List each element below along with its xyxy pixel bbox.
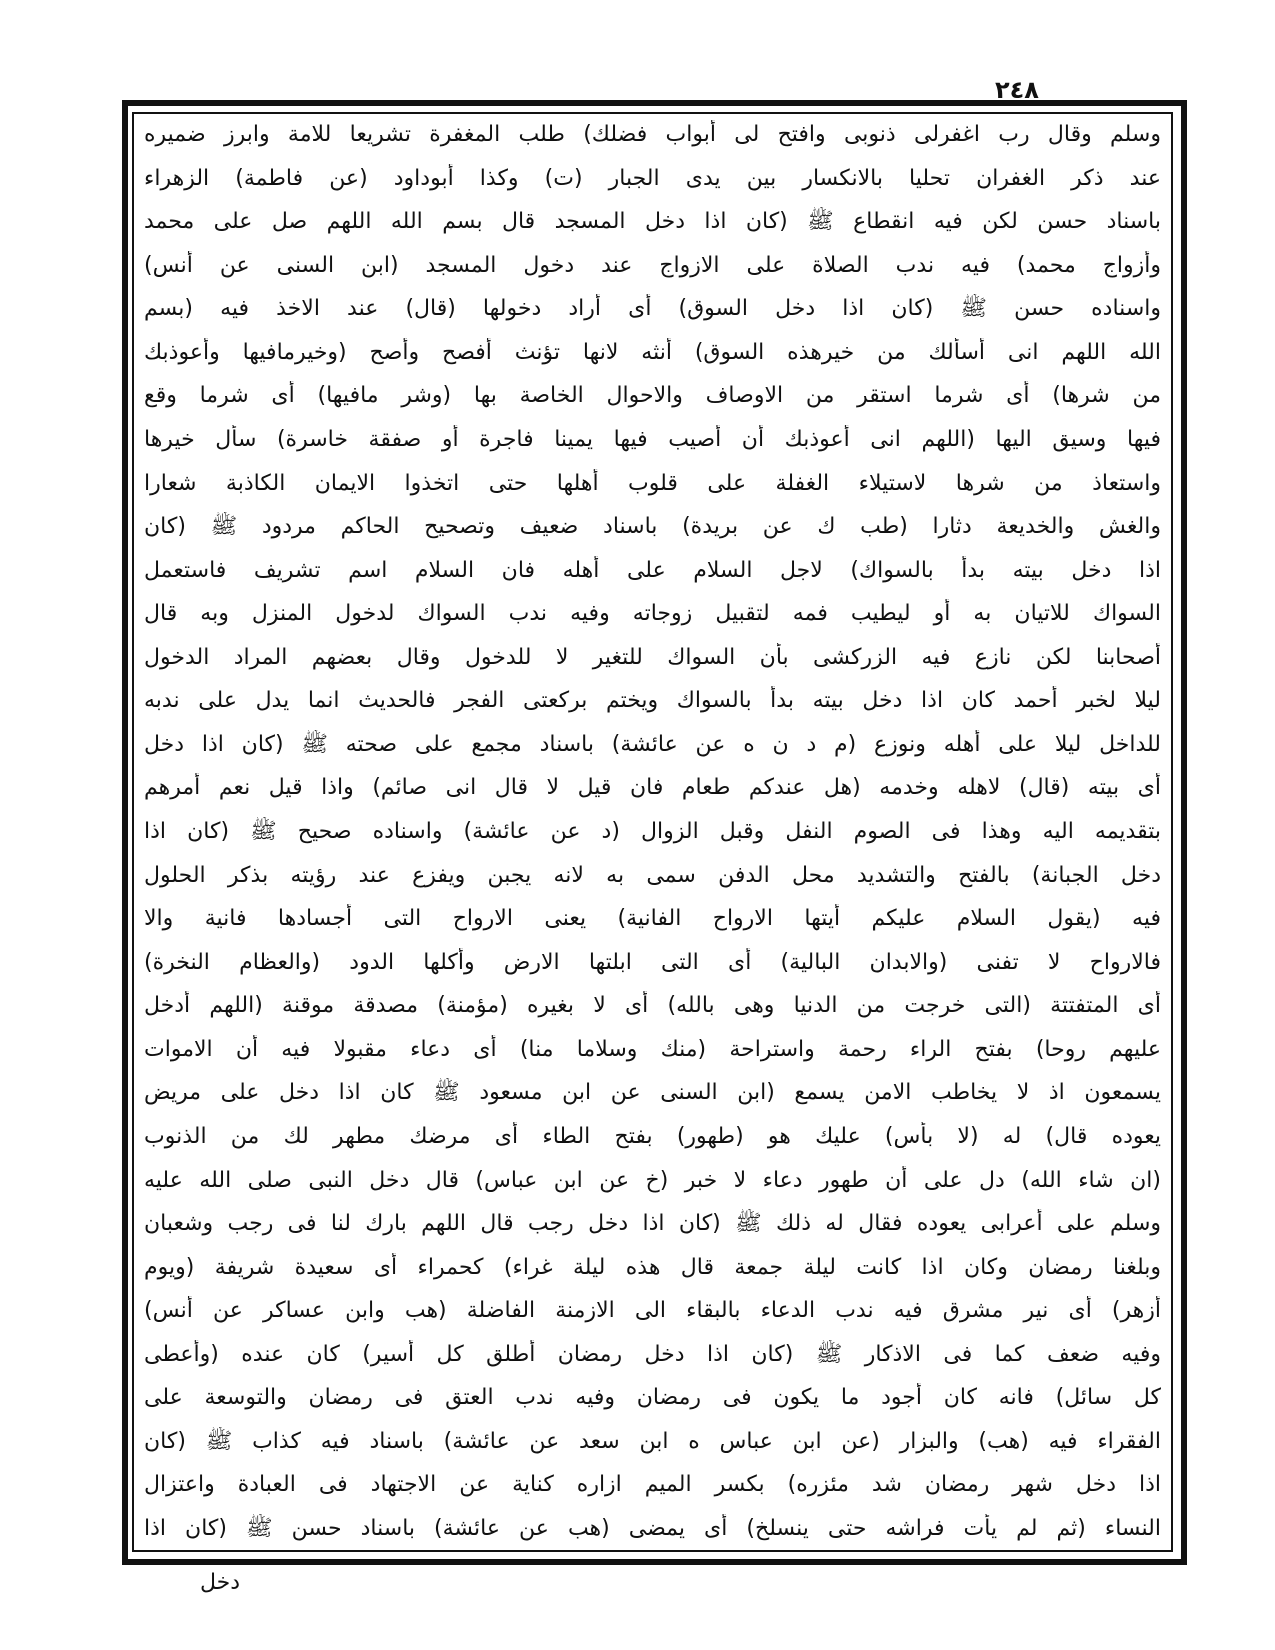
text-line: أزهر) أى نير مشرق فيه ندب الدعاء بالبقاء الى الازمنة الفاضلة (هب وابن عساكر عن أنس) bbox=[144, 1298, 1161, 1324]
text-line: فالارواح لا تفنى (والابدان البالية) أى التى ابلتها الارض وأكلها الدود (والعظام النخرة) bbox=[144, 949, 1161, 975]
text-line: وأزواج محمد) فيه ندب الصلاة على الازواج عند دخول المسجد (ابن السنى عن أنس) bbox=[144, 252, 1161, 278]
text-line: اذا دخل شهر رمضان شد مئزره) بكسر الميم ازاره كناية عن الاجتهاد فى العبادة واعتزال bbox=[144, 1472, 1161, 1498]
text-line: (ان شاء الله) دل على أن طهور دعاء لا خبر (خ عن ابن عباس) قال دخل النبى صلى الله عليه bbox=[144, 1167, 1161, 1193]
text-line: وسلم على أعرابى يعوده فقال له ذلك ﷺ (كان اذا دخل رجب قال اللهم بارك لنا فى رجب وشعبان bbox=[144, 1211, 1161, 1237]
text-line: ليلا لخبر أحمد كان اذا دخل بيته بدأ بالسواك ويختم بركعتى الفجر فالحديث انما يدل على ندبه bbox=[144, 688, 1161, 714]
text-line: عليهم روحا) بفتح الراء رحمة واستراحة (منك وسلاما منا) أى دعاء مقبولا فيه أن الاموات bbox=[144, 1036, 1161, 1062]
text-line: اذا دخل بيته بدأ بالسواك) لاجل السلام على أهله فان السلام اسم تشريف فاستعمل bbox=[144, 557, 1161, 583]
text-frame bbox=[132, 112, 1173, 1552]
catchword: دخل bbox=[200, 1570, 241, 1595]
text-line: أى المتفتتة (التى خرجت من الدنيا وهى بالله) أى لا بغيره (مؤمنة) مصدقة موقنة (اللهم أدخل bbox=[144, 993, 1161, 1019]
text-line: الله اللهم انى أسألك من خيرهذه السوق) أنثه لانها تؤنث أفصح وأصح (وخيرمافيها وأعوذبك bbox=[144, 339, 1161, 365]
text-line: وفيه ضعف كما فى الاذكار ﷺ (كان اذا دخل رمضان أطلق كل أسير) كان عنده (وأعطى bbox=[144, 1341, 1161, 1367]
text-line: عند ذكر الغفران تحليا بالانكسار بين يدى الجبار (ت) وكذا أبوداود (عن فاطمة) الزهراء bbox=[144, 165, 1161, 191]
text-line: الفقراء فيه (هب) والبزار (عن ابن عباس ه ابن سعد عن عائشة) باسناد فيه كذاب ﷺ (كان bbox=[144, 1428, 1161, 1454]
text-line: والغش والخديعة دثارا (طب ك عن بريدة) باسناد ضعيف وتصحيح الحاكم مردود ﷺ (كان bbox=[144, 514, 1161, 540]
text-line: وسلم وقال رب اغفرلى ذنوبى وافتح لى أبواب فضلك) طلب المغفرة تشريعا للامة وابرز ضميره bbox=[144, 122, 1161, 147]
text-line: النساء (ثم لم يأت فراشه حتى ينسلخ) أى يمضى (هب عن عائشة) باسناد حسن ﷺ (كان اذا bbox=[144, 1516, 1161, 1541]
text-line: يسمعون اذ لا يخاطب الامن يسمع (ابن السنى عن ابن مسعود ﷺ كان اذا دخل على مريض bbox=[144, 1080, 1161, 1106]
text-line: كل سائل) فانه كان أجود ما يكون فى رمضان وفيه ندب العتق فى رمضان والتوسعة على bbox=[144, 1385, 1161, 1411]
main-text bbox=[144, 120, 1161, 1544]
text-line: واسناده حسن ﷺ (كان اذا دخل السوق) أى أراد دخولها (قال) عند الاخذ فيه (بسم bbox=[144, 296, 1161, 322]
text-line: أى بيته (قال) لاهله وخدمه (هل عندكم طعام فان قيل لا قال انى صائم) واذا قيل نعم أمرهم bbox=[144, 775, 1161, 801]
text-line: واستعاذ من شرها لاستيلاء الغفلة على قلوب أهلها حتى اتخذوا الايمان الكاذبة شعارا bbox=[144, 470, 1161, 496]
text-line: من شرها) أى شرما استقر من الاوصاف والاحوال الخاصة بها (وشر مافيها) أى شرما وقع bbox=[144, 383, 1161, 409]
text-line: دخل الجبانة) بالفتح والتشديد محل الدفن سمى به لانه يجبن ويفزع عند رؤيته بذكر الحلول bbox=[144, 862, 1161, 888]
text-line: للداخل ليلا على أهله ونوزع (م د ن ه عن عائشة) باسناد مجمع على صحته ﷺ (كان اذا دخل bbox=[144, 731, 1161, 757]
text-line: السواك للاتيان به أو ليطيب فمه لتقبيل زوجاته وفيه ندب السواك لدخول المنزل وبه قال bbox=[144, 601, 1161, 627]
text-line: فيها وسيق اليها (اللهم انى أعوذبك أن أصيب فيها يمينا فاجرة أو صفقة خاسرة) سأل خيرها bbox=[144, 426, 1161, 452]
text-line: أصحابنا لكن نازع فيه الزركشى بأن السواك للتغير لا للدخول وقال بعضهم المراد الدخول bbox=[144, 644, 1161, 670]
text-line: يعوده قال) له (لا بأس) عليك هو (طهور) بفتح الطاء أى مرضك مطهر لك من الذنوب bbox=[144, 1123, 1161, 1149]
text-line: فيه (يقول السلام عليكم أيتها الارواح الفانية) يعنى الارواح التى أجسادها فانية والا bbox=[144, 906, 1161, 932]
text-line: بتقديمه اليه وهذا فى الصوم النفل وقبل الزوال (د عن عائشة) واسناده صحيح ﷺ (كان اذا bbox=[144, 819, 1161, 844]
page-number: ٢٤٨ bbox=[995, 76, 1039, 104]
text-line: وبلغنا رمضان وكان اذا كانت ليلة جمعة قال هذه ليلة غراء) كحمراء أى سعيدة شريفة (ويوم bbox=[144, 1254, 1161, 1280]
text-line: باسناد حسن لكن فيه انقطاع ﷺ (كان اذا دخل المسجد قال بسم الله اللهم صل على محمد bbox=[144, 209, 1161, 235]
